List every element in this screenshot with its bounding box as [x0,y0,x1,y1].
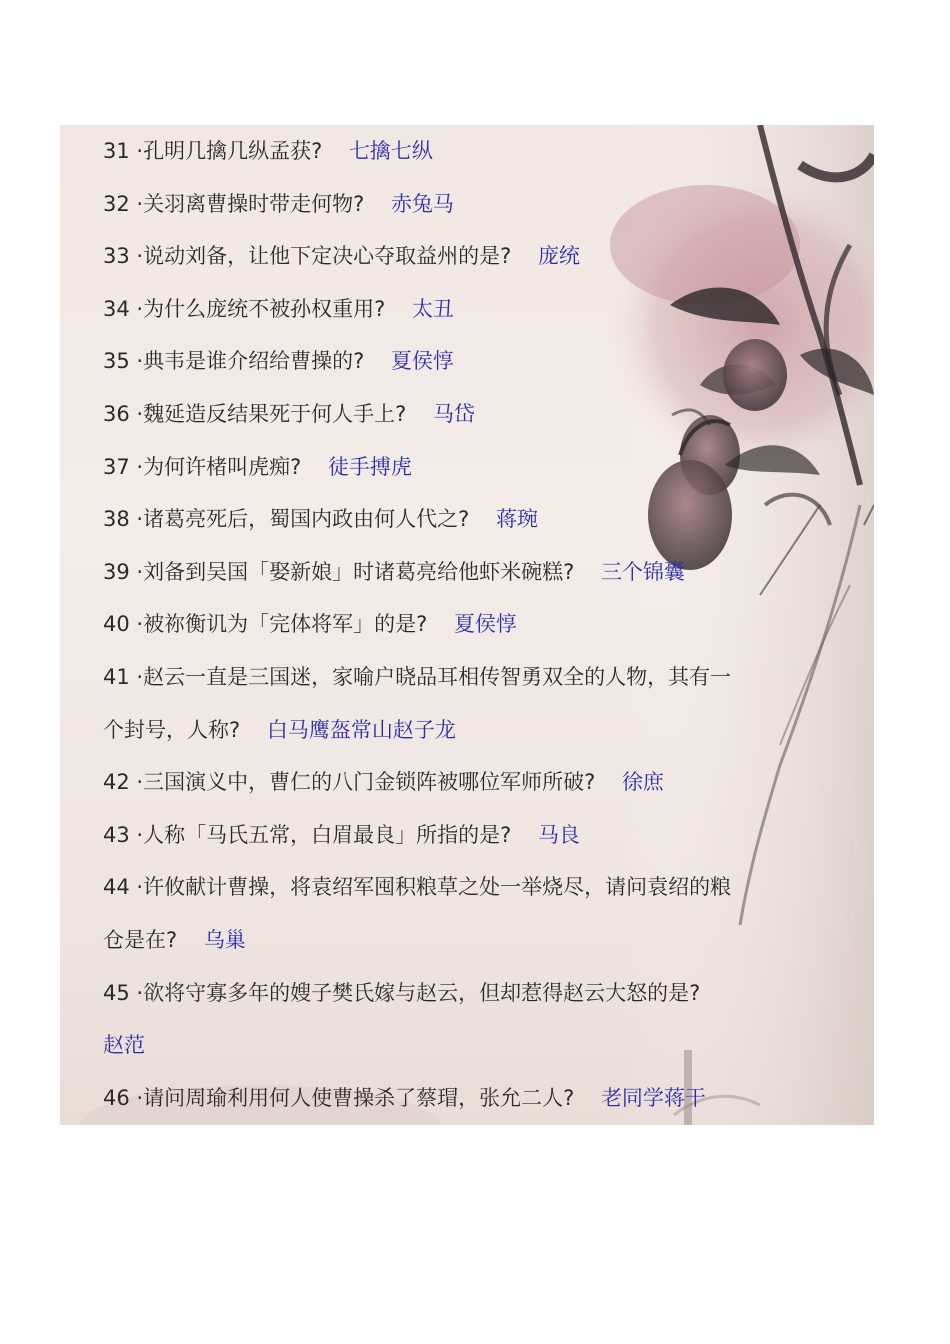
answer-text: 蒋琬 [495,507,538,532]
answer-text: 马良 [537,822,580,847]
answer-text: 夏侯惇 [453,612,517,637]
question-text: 被祢衡讥为「完体将军」的是? [143,612,428,637]
answer-text: 太丑 [411,296,454,321]
quiz-item-35 [103,335,843,388]
answer-text: 赵范 [103,1033,145,1058]
answer-text: 三个锦囊 [600,559,685,584]
quiz-item-36 [103,388,843,441]
question-number: 37 · [103,454,144,479]
question-number: 36 · [103,401,144,426]
answer-text: 老同学蒋干 [600,1085,706,1110]
question-number: 41 · [103,664,144,689]
answer-text: 夏侯惇 [390,349,454,374]
question-text: 说动刘备，让他下定决心夺取益州的是? [143,244,512,269]
question-number: 39 · [103,559,144,584]
answer-text: 徒手搏虎 [327,454,412,479]
question-text: 为何许楮叫虎痴? [143,454,302,479]
question-text: 许攸献计曹操，将袁绍军囤积粮草之处一举烧尽，请问袁绍的粮 [143,875,732,900]
question-text: 魏延造反结果死于何人手上? [143,401,407,426]
question-number: 46 · [103,1085,144,1110]
answer-text: 乌巢 [203,927,246,952]
answer-text: 徐庶 [621,770,664,795]
quiz-item-32 [103,178,843,231]
question-number: 38 · [103,507,144,532]
question-text: 三国演义中，曹仁的八门金锁阵被哪位军师所破? [143,770,596,795]
answer-text: 庞统 [537,244,580,269]
quiz-item-46 [103,1072,843,1125]
quiz-item-45 [103,967,843,1020]
question-text: 请问周瑜利用何人使曹操杀了蔡瑁，张允二人? [143,1085,575,1110]
question-number: 42 · [103,770,144,795]
question-text: 孔明几擒几纵孟获? [143,139,323,163]
question-text: 人称「马氏五常，白眉最良」所指的是? [143,822,512,847]
quiz-item-42 [103,756,843,809]
answer-text: 赤兔马 [390,191,454,216]
question-number: 34 · [103,296,144,321]
question-text-cont: 个封号，人称? [103,717,241,742]
question-number: 40 · [103,612,144,637]
question-text: 关羽离曹操时带走何物? [143,191,365,216]
quiz-panel [60,125,874,1125]
question-text: 为什么庞统不被孙权重用? [143,296,386,321]
quiz-item-40 [103,598,843,651]
quiz-item-45-cont [103,1019,843,1072]
question-text: 诸葛亮死后，蜀国内政由何人代之? [143,507,470,532]
quiz-item-33 [103,230,843,283]
question-number: 31 · [103,139,144,163]
answer-text: 白马鹰盔常山赵子龙 [266,717,456,742]
question-number: 32 · [103,191,144,216]
quiz-item-31 [103,125,843,178]
quiz-item-38 [103,493,843,546]
quiz-item-41 [103,651,843,704]
answer-text: 七擒七纵 [348,139,433,163]
question-number: 43 · [103,822,144,847]
question-text: 欲将守寡多年的嫂子樊氏嫁与赵云，但却惹得赵云大怒的是? [143,980,701,1005]
question-number: 45 · [103,980,144,1005]
question-text: 赵云一直是三国迷，家喻户晓品耳相传智勇双全的人物，其有一 [143,664,732,689]
quiz-item-44 [103,861,843,914]
quiz-item-41-cont [103,704,843,757]
quiz-item-34 [103,283,843,336]
quiz-item-43 [103,809,843,862]
quiz-item-37 [103,441,843,494]
question-number: 35 · [103,349,144,374]
answer-text: 马岱 [432,401,475,426]
quiz-item-44-cont [103,914,843,967]
quiz-list [103,125,843,1124]
question-number: 33 · [103,244,144,269]
question-text: 典韦是谁介绍给曹操的? [143,349,365,374]
question-text: 刘备到吴国「娶新娘」时诸葛亮给他虾米碗糕? [143,559,575,584]
question-number: 44 · [103,875,144,900]
question-text-cont: 仓是在? [103,927,178,952]
quiz-item-39 [103,546,843,599]
